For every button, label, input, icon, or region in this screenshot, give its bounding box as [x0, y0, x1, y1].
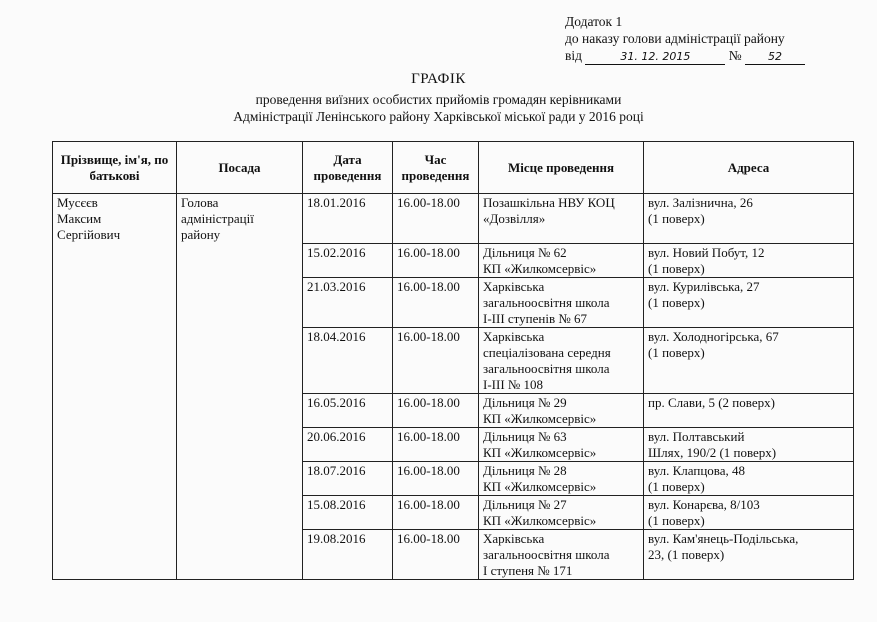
number-prefix: № — [728, 48, 742, 63]
date-prefix: від — [565, 48, 582, 63]
cell-address: вул. Конарєва, 8/103 (1 поверх) — [644, 495, 854, 529]
table-row — [53, 327, 854, 393]
empty-cell — [177, 495, 303, 529]
cell-time: 16.00-18.00 — [393, 194, 479, 244]
header-position: Посада — [177, 142, 303, 194]
annex-block — [565, 13, 805, 65]
annex-title: Додаток 1 — [565, 14, 623, 29]
cell-address: вул. Кам'янець-Подільська, 23, (1 поверх) — [644, 529, 854, 579]
empty-cell — [53, 427, 177, 461]
header-address: Адреса — [644, 142, 854, 194]
table-row — [53, 495, 854, 529]
cell-place: Позашкільна НВУ КОЦ «Дозвілля» — [479, 194, 644, 244]
cell-place: Дільниця № 28 КП «Жилкомсервіс» — [479, 461, 644, 495]
cell-date: 15.02.2016 — [303, 243, 393, 277]
cell-address: пр. Слави, 5 (2 поверх) — [644, 393, 854, 427]
table-row — [53, 243, 854, 277]
empty-cell — [177, 393, 303, 427]
table-row — [53, 461, 854, 495]
cell-address: вул. Холодногірська, 67 (1 поверх) — [644, 327, 854, 393]
cell-time: 16.00-18.00 — [393, 277, 479, 327]
cell-place: Дільниця № 62 КП «Жилкомсервіс» — [479, 243, 644, 277]
cell-time: 16.00-18.00 — [393, 327, 479, 393]
cell-date: 18.07.2016 — [303, 461, 393, 495]
header-date: Дата проведення — [303, 142, 393, 194]
cell-place: Харківська загальноосвітня школа І-ІІІ ступенів № 67 — [479, 277, 644, 327]
header-time: Час проведення — [393, 142, 479, 194]
order-date: 31. 12. 2015 — [585, 50, 725, 65]
cell-date: 21.03.2016 — [303, 277, 393, 327]
document-title: ГРАФІК — [411, 71, 466, 87]
header-place: Місце проведення — [479, 142, 644, 194]
cell-address: вул. Полтавський Шлях, 190/2 (1 поверх) — [644, 427, 854, 461]
table-row — [53, 529, 854, 579]
empty-cell — [53, 393, 177, 427]
table-row — [53, 393, 854, 427]
cell-date: 16.05.2016 — [303, 393, 393, 427]
cell-place: Дільниця № 63 КП «Жилкомсервіс» — [479, 427, 644, 461]
cell-time: 16.00-18.00 — [393, 529, 479, 579]
table-header-row — [53, 142, 854, 194]
cell-date: 18.04.2016 — [303, 327, 393, 393]
document-subtitle-line2: Адміністрації Ленінського району Харківської міської ради у 2016 році — [233, 109, 644, 124]
empty-cell — [177, 427, 303, 461]
empty-cell — [53, 277, 177, 327]
empty-cell — [177, 461, 303, 495]
order-number: 52 — [745, 50, 805, 65]
cell-address: вул. Залізнична, 26 (1 поверх) — [644, 194, 854, 244]
annex-subtitle: до наказу голови адміністрації району — [565, 31, 785, 46]
empty-cell — [177, 277, 303, 327]
cell-date: 18.01.2016 — [303, 194, 393, 244]
annex-date-line — [565, 47, 805, 65]
cell-place: Дільниця № 29 КП «Жилкомсервіс» — [479, 393, 644, 427]
cell-time: 16.00-18.00 — [393, 495, 479, 529]
table-row — [53, 427, 854, 461]
cell-address: вул. Новий Побут, 12 (1 поверх) — [644, 243, 854, 277]
cell-address: вул. Курилівська, 27 (1 поверх) — [644, 277, 854, 327]
table-row — [53, 277, 854, 327]
cell-place: Дільниця № 27 КП «Жилкомсервіс» — [479, 495, 644, 529]
cell-date: 19.08.2016 — [303, 529, 393, 579]
person-name: Мусєєв Максим Сергійович — [53, 194, 177, 244]
cell-address: вул. Клапцова, 48 (1 поверх) — [644, 461, 854, 495]
empty-cell — [177, 243, 303, 277]
person-position: Голова адміністрації району — [177, 194, 303, 244]
empty-cell — [177, 327, 303, 393]
empty-cell — [53, 243, 177, 277]
document-subtitle-line1: проведення виїзних особистих прийомів громадян керівниками — [255, 92, 622, 107]
cell-time: 16.00-18.00 — [393, 243, 479, 277]
empty-cell — [53, 461, 177, 495]
empty-cell — [53, 529, 177, 579]
cell-date: 20.06.2016 — [303, 427, 393, 461]
cell-time: 16.00-18.00 — [393, 393, 479, 427]
cell-place: Харківська загальноосвітня школа І ступеня № 171 — [479, 529, 644, 579]
cell-time: 16.00-18.00 — [393, 461, 479, 495]
empty-cell — [177, 529, 303, 579]
cell-place: Харківська спеціалізована середня загальноосвітня школа І-ІІІ № 108 — [479, 327, 644, 393]
table-row — [53, 194, 854, 244]
empty-cell — [53, 495, 177, 529]
empty-cell — [53, 327, 177, 393]
schedule-table — [52, 141, 854, 580]
header-name: Прізвище, ім'я, по батькові — [53, 142, 177, 194]
cell-time: 16.00-18.00 — [393, 427, 479, 461]
cell-date: 15.08.2016 — [303, 495, 393, 529]
